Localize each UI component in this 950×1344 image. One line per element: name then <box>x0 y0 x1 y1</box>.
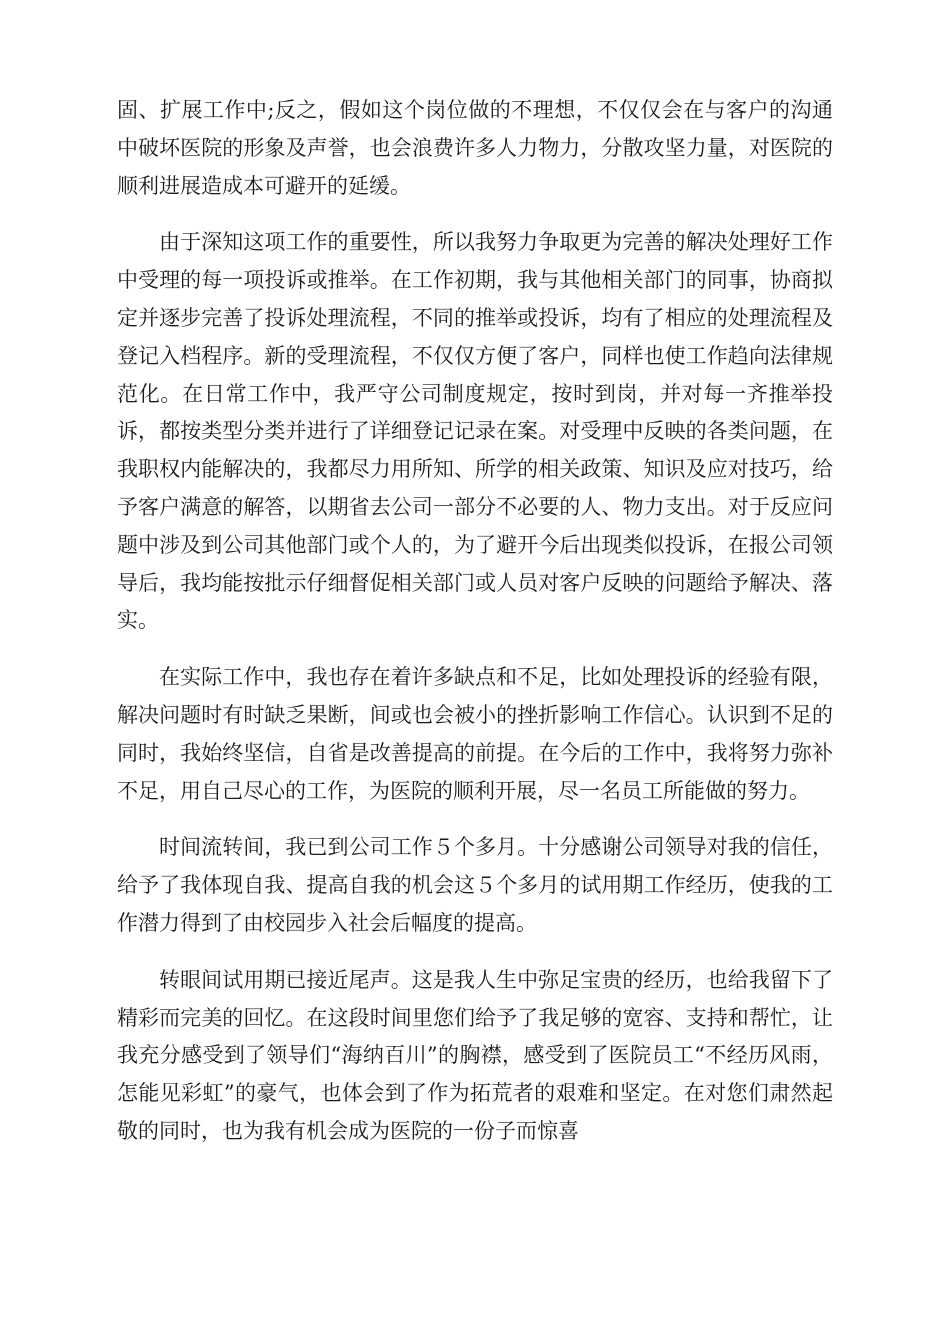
document-body <box>117 92 833 1170</box>
paragraph-5: 转眼间试用期已接近尾声。这是我人生中弥足宝贵的经历，也给我留下了精彩而完美的回忆。在这段时间里您们给予了我足够的宽容、支持和帮忙，让我充分感受到了领导们“海纳百川”的胸襟，感受到了医院员工“不经历风雨，怎能见彩虹”的豪气，也体会到了作为拓荒者的艰难和坚定。在对您们肃然起敬的同时，也为我有机会成为医院的一份子而惊喜 <box>117 967 833 1143</box>
paragraph-1: 固、扩展工作中;反之，假如这个岗位做的不理想，不仅仅会在与客户的沟通中破坏医院的形象及声誉，也会浪费许多人力物力，分散攻坚力量，对医院的顺利进展造成本可避开的延缓。 <box>117 98 833 198</box>
paragraph-3: 在实际工作中，我也存在着许多缺点和不足，比如处理投诉的经验有限，解决问题时有时缺乏果断，间或也会被小的挫折影响工作信心。认识到不足的同时，我始终坚信，自省是改善提高的前提。在今后的工作中，我将努力弥补不足，用自己尽心的工作，为医院的顺利开展，尽一名员工所能做的努力。 <box>117 665 833 803</box>
paragraph-2: 由于深知这项工作的重要性，所以我努力争取更为完善的解决处理好工作中受理的每一项投诉或推举。在工作初期，我与其他相关部门的同事，协商拟定并逐步完善了投诉处理流程，不同的推举或投诉，均有了相应的处理流程及登记入档程序。新的受理流程，不仅仅方便了客户，同样也使工作趋向法律规范化。在日常工作中，我严守公司制度规定，按时到岗，并对每一齐推举投诉，都按类型分类并进行了详细登记记录在案。对受理中反映的各类问题，在我职权内能解决的，我都尽力用所知、所学的相关政策、知识及应对技巧，给予客户满意的解答，以期省去公司一部分不必要的人、物力支出。对于反应问题中涉及到公司其他部门或个人的，为了避开今后出现类似投诉，在报公司领导后，我均能按批示仔细督促相关部门或人员对客户反映的问题给予解决、落实。 <box>117 230 833 633</box>
paragraph-4: 时间流转间，我已到公司工作５个多月。十分感谢公司领导对我的信任，给予了我体现自我、提高自我的机会这５个多月的试用期工作经历，使我的工作潜力得到了由校园步入社会后幅度的提高。 <box>117 835 833 935</box>
